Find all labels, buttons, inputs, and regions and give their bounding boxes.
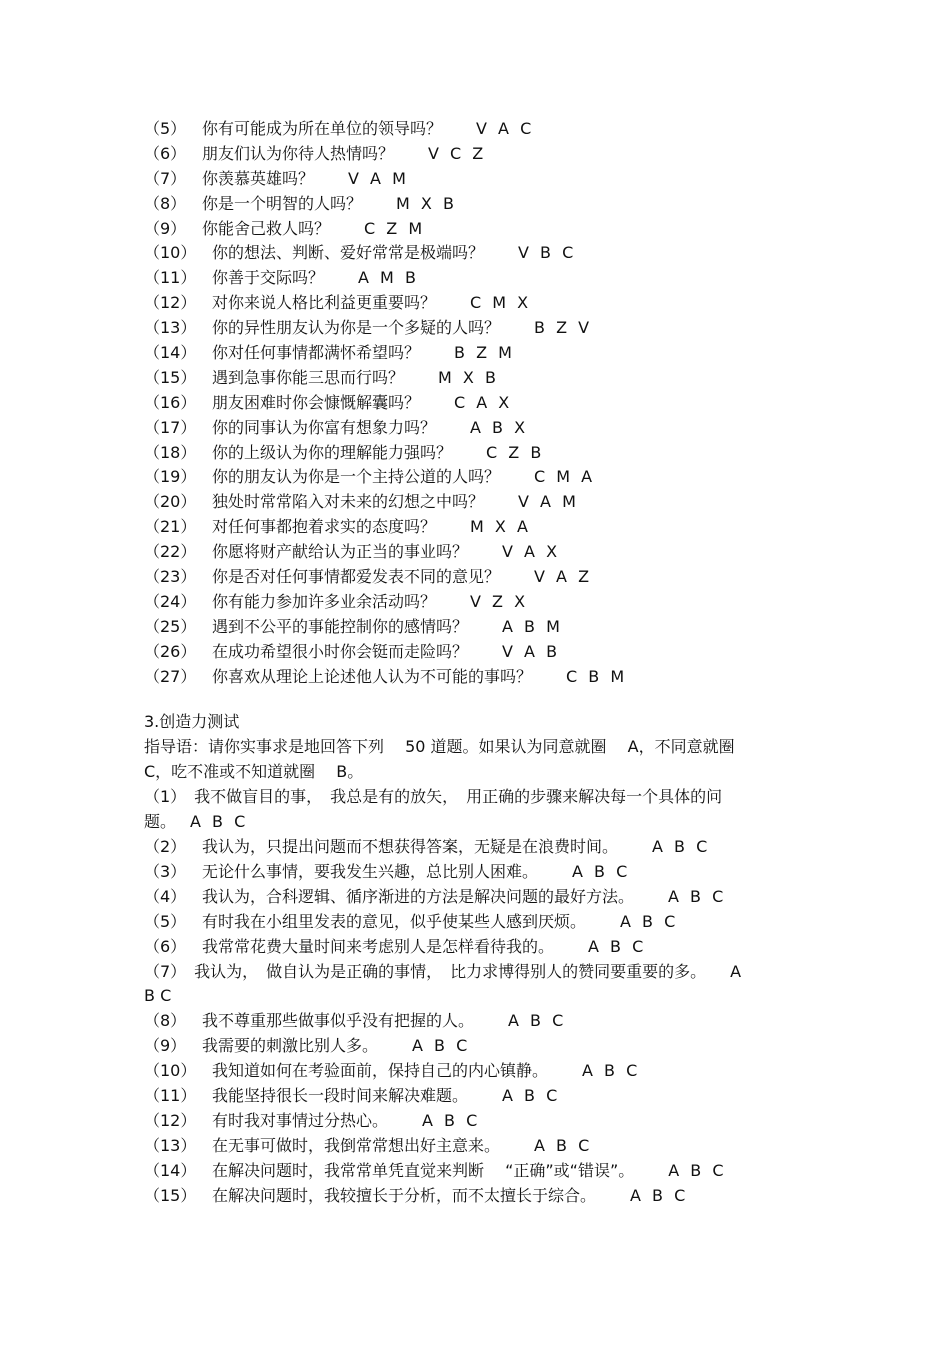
- answer-options: A B C: [668, 1160, 727, 1180]
- question-item: [144, 1084, 824, 1109]
- question-text: 你对任何事情都满怀希望吗？: [212, 343, 421, 363]
- question-item: [144, 1034, 824, 1059]
- question-item: [144, 665, 824, 690]
- question-text: 独处时常常陷入对未来的幻想之中吗？: [212, 492, 485, 512]
- question-text: 在解决问题时，我较擅长于分析，而不太擅长于综合。: [212, 1185, 597, 1205]
- question-text: 你的朋友认为你是一个主持公道的人吗？: [212, 467, 501, 487]
- question-text: 在解决问题时，我常常单凭直觉来判断 “正确”或“错误”。: [212, 1160, 635, 1180]
- question-item: [144, 590, 824, 615]
- answer-options: A B C: [534, 1135, 593, 1155]
- question-text: 有时我在小组里发表的意见，似乎使某些人感到厌烦。: [202, 911, 587, 931]
- answer-options: C M A: [534, 467, 596, 487]
- question-text: 无论什么事情，要我发生兴趣，总比别人困难。: [202, 861, 539, 881]
- question-item: [144, 416, 824, 441]
- answer-options: V A B: [502, 641, 561, 661]
- answer-options: M X B: [396, 193, 457, 213]
- question-item: [144, 1159, 824, 1184]
- question-text: 你的上级认为你的理解能力强吗？: [212, 442, 453, 462]
- question-1-text-end: 题。: [144, 812, 177, 832]
- answer-options: A B C: [668, 886, 727, 906]
- answer-options: A B C: [630, 1185, 689, 1205]
- question-text: 遇到不公平的事能控制你的感情吗？: [212, 616, 469, 636]
- question-number: （27）: [144, 666, 197, 686]
- answer-options: A B C: [422, 1110, 481, 1130]
- question-number: （9）: [144, 1036, 187, 1056]
- instruction-line-1: 指导语：请你实事求是地回答下列 50 道题。如果认为同意就圈 A，不同意就圈: [144, 737, 735, 757]
- question-item: [144, 1184, 824, 1209]
- question-item: [144, 515, 824, 540]
- question-text: 你的想法、判断、爱好常常是极端吗？: [212, 243, 485, 263]
- question-number: （25）: [144, 616, 197, 636]
- question-text: 你愿将财产献给认为正当的事业吗？: [212, 542, 469, 562]
- question-item: [144, 167, 824, 192]
- question-number: （15）: [144, 367, 197, 387]
- question-item: [144, 1109, 824, 1134]
- question-number: （17）: [144, 417, 197, 437]
- answer-options: M X A: [470, 517, 531, 537]
- answer-options: V A Z: [534, 567, 593, 587]
- question-text: 对任何事都抱着求实的态度吗？: [212, 517, 437, 537]
- question-number: （12）: [144, 1110, 197, 1130]
- question-item: [144, 341, 824, 366]
- question-number: （6）: [144, 143, 187, 163]
- section-title: 3.创造力测试: [144, 712, 240, 732]
- question-text: 我不尊重那些做事似乎没有把握的人。: [202, 1011, 475, 1031]
- question-item: [144, 142, 824, 167]
- question-text: 你是一个明智的人吗？: [202, 193, 363, 213]
- question-number: （13）: [144, 1135, 197, 1155]
- question-item: [144, 217, 824, 242]
- question-text: 我认为，只提出问题而不想获得答案，无疑是在浪费时间。: [202, 837, 619, 857]
- question-number: （6）: [144, 936, 187, 956]
- answer-options: A B C: [620, 911, 679, 931]
- answer-options: A B C: [582, 1061, 641, 1081]
- question-text: 我需要的刺激比别人多。: [202, 1036, 379, 1056]
- answer-options: A B C: [652, 837, 711, 857]
- question-text: 在成功希望很小时你会铤而走险吗？: [212, 641, 469, 661]
- question-text: 有时我对事情过分热心。: [212, 1110, 389, 1130]
- question-list-part3b: [144, 1009, 824, 1208]
- question-number: （19）: [144, 467, 197, 487]
- question-number: （14）: [144, 1160, 197, 1180]
- question-item: [144, 1059, 824, 1084]
- question-text: 遇到急事你能三思而行吗？: [212, 367, 405, 387]
- answer-options: M X B: [438, 367, 499, 387]
- question-number: （11）: [144, 268, 197, 288]
- answer-options: C A X: [454, 392, 513, 412]
- answer-options: B Z M: [454, 343, 515, 363]
- question-text: 你有能力参加许多业余活动吗？: [212, 591, 437, 611]
- question-item: [144, 1134, 824, 1159]
- question-number: （11）: [144, 1085, 197, 1105]
- answer-options: A B X: [470, 417, 529, 437]
- answer-options: C M X: [470, 293, 532, 313]
- question-1-line-1: （1） 我不做盲目的事， 我总是有的放矢， 用正确的步骤来解决每一个具体的问: [144, 787, 723, 807]
- instruction-line-2: C，吃不准或不知道就圈 B。: [144, 762, 364, 782]
- question-text: 你是否对任何事情都爱发表不同的意见？: [212, 567, 501, 587]
- answer-options: C Z B: [486, 442, 545, 462]
- question-text: 在无事可做时，我倒常常想出好主意来。: [212, 1135, 501, 1155]
- question-item: [144, 910, 824, 935]
- question-number: （10）: [144, 243, 197, 263]
- question-item: [144, 391, 824, 416]
- question-number: （16）: [144, 392, 197, 412]
- question-item: [144, 860, 824, 885]
- question-text: 你的同事认为你富有想象力吗？: [212, 417, 437, 437]
- question-item: [144, 291, 824, 316]
- question-text: 你有可能成为所在单位的领导吗？: [202, 119, 443, 138]
- question-item: [144, 465, 824, 490]
- question-item: [144, 615, 824, 640]
- question-item: [144, 835, 824, 860]
- question-number: （10）: [144, 1061, 197, 1081]
- question-item: [144, 640, 824, 665]
- answer-options: V B C: [518, 243, 577, 263]
- question-item: [144, 241, 824, 266]
- question-text: 你的异性朋友认为你是一个多疑的人吗？: [212, 318, 501, 338]
- question-number: （4）: [144, 886, 187, 906]
- question-text: 我认为，合科逻辑、循序渐进的方法是解决问题的最好方法。: [202, 886, 635, 906]
- question-number: （15）: [144, 1185, 197, 1205]
- answer-options: A M B: [358, 268, 419, 288]
- question-item: [144, 1009, 824, 1034]
- answer-options: C B M: [566, 666, 628, 686]
- answer-options: V C Z: [428, 143, 487, 163]
- answer-options: A B C: [572, 861, 631, 881]
- question-number: （5）: [144, 911, 187, 931]
- question-number: （14）: [144, 343, 197, 363]
- question-1-line-2: [144, 810, 824, 835]
- answer-options: V A M: [518, 492, 579, 512]
- question-item: [144, 935, 824, 960]
- answer-options: V A X: [502, 542, 561, 562]
- question-item: [144, 885, 824, 910]
- question-number: （2）: [144, 837, 187, 857]
- answer-options: A B C: [412, 1036, 471, 1056]
- answer-options: A B C: [508, 1011, 567, 1031]
- question-number: （21）: [144, 517, 197, 537]
- answer-options: V A C: [476, 119, 535, 138]
- question-text: 你善于交际吗？: [212, 268, 325, 288]
- question-number: （9）: [144, 218, 187, 238]
- question-number: （23）: [144, 567, 197, 587]
- question-1-options: A B C: [190, 812, 249, 832]
- question-list-part3a: [144, 835, 824, 959]
- question-item: [144, 490, 824, 515]
- question-7-line-1: （7） 我认为， 做自认为是正确的事情， 比力求博得别人的赞同要重要的多。 A: [144, 961, 742, 981]
- answer-options: A B C: [502, 1085, 561, 1105]
- question-number: （20）: [144, 492, 197, 512]
- answer-options: A B M: [502, 616, 563, 636]
- question-text: 你喜欢从理论上论述他人认为不可能的事吗？: [212, 666, 533, 686]
- question-text: 朋友困难时你会慷慨解囊吗？: [212, 392, 421, 412]
- question-item: [144, 366, 824, 391]
- question-text: 你能舍己救人吗？: [202, 218, 331, 238]
- question-number: （12）: [144, 293, 197, 313]
- question-number: （5）: [144, 119, 187, 138]
- answer-options: B Z V: [534, 318, 593, 338]
- question-list-part2: [144, 117, 824, 689]
- question-number: （22）: [144, 542, 197, 562]
- question-number: （13）: [144, 318, 197, 338]
- question-number: （8）: [144, 1011, 187, 1031]
- answer-options: V A M: [348, 168, 409, 188]
- question-item: [144, 192, 824, 217]
- question-text: 朋友们认为你待人热情吗？: [202, 143, 395, 163]
- question-text: 你羡慕英雄吗？: [202, 168, 315, 188]
- answer-options: A B C: [588, 936, 647, 956]
- question-item: [144, 316, 824, 341]
- question-item: [144, 540, 824, 565]
- question-item: [144, 441, 824, 466]
- question-item: [144, 266, 824, 291]
- question-number: （18）: [144, 442, 197, 462]
- answer-options: C Z M: [364, 218, 426, 238]
- question-text: 我能坚持很长一段时间来解决难题。: [212, 1085, 469, 1105]
- question-item: [144, 565, 824, 590]
- question-number: （24）: [144, 591, 197, 611]
- document-content: [144, 117, 824, 1208]
- question-number: （7）: [144, 168, 187, 188]
- question-text: 对你来说人格比利益更重要吗？: [212, 293, 437, 313]
- question-number: （3）: [144, 861, 187, 881]
- answer-options: V Z X: [470, 591, 529, 611]
- question-7-line-2: B C: [144, 986, 172, 1006]
- question-text: 我常常花费大量时间来考虑别人是怎样看待我的。: [202, 936, 555, 956]
- question-text: 我知道如何在考验面前，保持自己的内心镇静。: [212, 1061, 549, 1081]
- question-item: [144, 117, 824, 142]
- question-number: （8）: [144, 193, 187, 213]
- question-number: （26）: [144, 641, 197, 661]
